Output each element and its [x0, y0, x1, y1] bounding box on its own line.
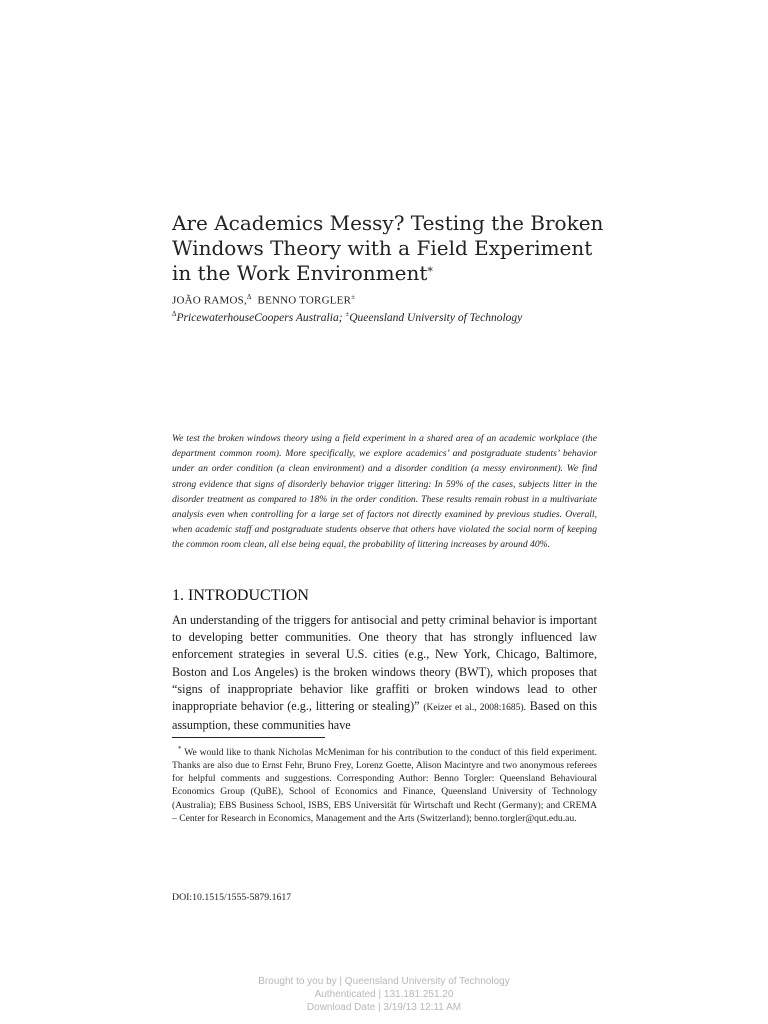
body-paragraph — [172, 612, 597, 734]
abstract: We test the broken windows theory using a field experiment in a shared area of an academic workplace (the department common room). More specifically, we explore academics’ and postgraduate students’ behavior under an order condition (a clean environment) and a disorder condition (a messy environment). We find strong evidence that signs of disorderly behavior trigger littering: In 59% of the cases, subjects litter in the disorder treatment as compared to 18% in the order condition. These results remain robust in a multivariate analysis even when controlling for a large set of factors not directly examined by previous studies. Overall, when academic staff and postgraduate students observe that others have violated the social norm of keeping the common room clean, all else being equal, the probability of littering increases by around 40%. — [172, 433, 597, 551]
footnote — [172, 743, 597, 825]
stamp-line-download-date: Download Date | 3/19/13 12:11 AM — [306, 1002, 462, 1014]
author-name: JOÃO RAMOS, — [172, 294, 247, 307]
section-title: INTRODUCTION — [188, 587, 309, 604]
section-number: 1. — [172, 587, 184, 604]
affiliation-marker: Δ — [172, 310, 177, 318]
doi-link[interactable]: 10.1515/1555-5879.1617 — [192, 892, 292, 903]
affiliation-text: Queensland University of Technology — [349, 311, 523, 324]
doi-line — [172, 892, 291, 903]
paper-title-text: Are Academics Messy? Testing the Broken Windows Theory with a Field Experiment in the Work Environment — [172, 211, 604, 285]
body-text: An understanding of the triggers for antisocial and petty criminal behavior is important to developing better communities. One theory that has strongly influenced law enforcement strategies in several U.S. cities (e.g., New York, Chicago, Baltimore, Boston and Los Angeles) is the broken windows theory (BWT), which proposes that “signs of inappropriate behavior like graffiti or broken windows lead to other inappropriate behavior (e.g., littering or stealing)” — [172, 613, 597, 714]
footnote-divider — [172, 737, 325, 738]
footnote-text: We would like to thank Nicholas McMeniman for his contribution to the conduct of this field experiment. Thanks are also due to Ernst Fehr, Bruno Frey, Lorenz Goette, Alison Macintyre and two anonymous referees for helpful comments and suggestions. Corresponding Author: Benno Torgler: Queensland Behavioural Economics Group (QuBE), School of Economics and Finance, Queensland University of Technology (Australia); EBS Business School, ISBS, EBS Universität für Wirtschaft und Recht (Germany); and CREMA – Center for Research in Economics, Management and the Arts (Switzerland); benno.torgler@qut.edu.au. — [172, 747, 597, 824]
footnote-marker: * — [178, 745, 182, 753]
affiliation-text: PricewaterhouseCoopers Australia; — [176, 311, 343, 324]
stamp-line-brought-by: Brought to you by | Queensland University of Technology — [258, 976, 510, 987]
author-marker: Δ — [246, 293, 252, 301]
doi-label: DOI: — [172, 892, 193, 903]
paper-title — [172, 211, 612, 286]
body-text-continued: Based on this assumption, these communities have — [172, 699, 598, 733]
author-marker: ± — [351, 293, 356, 301]
inline-citation[interactable]: (Keizer et al., 2008:1685). — [423, 703, 526, 714]
title-footnote-marker[interactable]: * — [427, 265, 433, 278]
author-name: BENNO TORGLER — [257, 294, 352, 307]
affiliation-list — [172, 310, 612, 324]
section-heading — [172, 587, 309, 605]
download-stamp — [0, 975, 768, 1015]
author-list — [172, 293, 612, 307]
stamp-line-authenticated: Authenticated | 131.181.251.20 — [314, 989, 454, 1001]
affiliation-marker: ± — [345, 310, 350, 318]
